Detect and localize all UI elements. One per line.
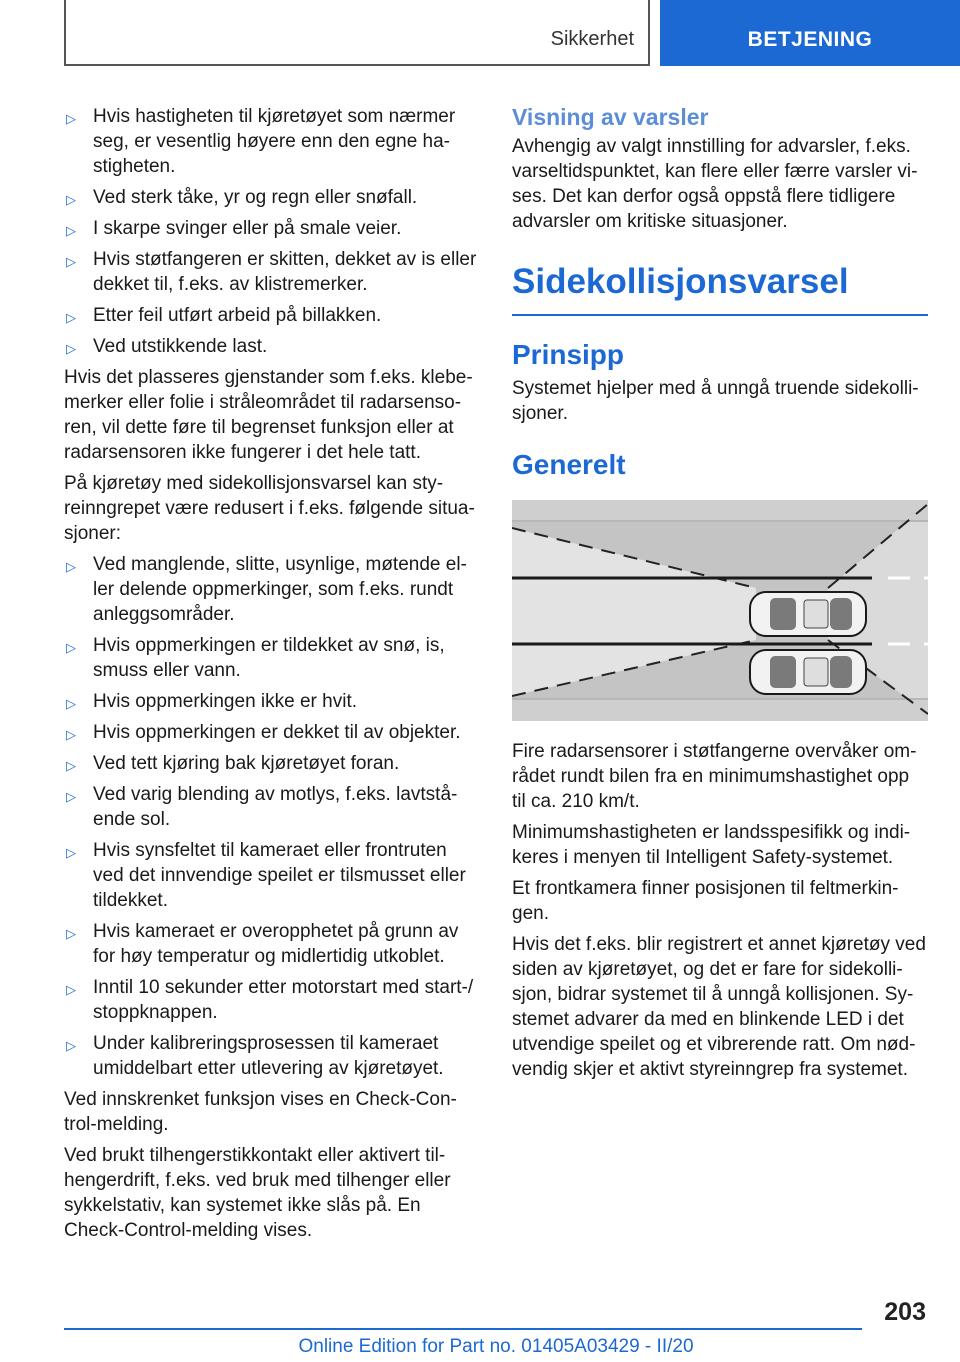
left-column (64, 104, 480, 1249)
list-item: ▷ Hvis oppmerkingen er dekket til av objekter. (64, 720, 480, 745)
footer-edition: Online Edition for Part no. 01405A03429 - II/20 (298, 1336, 694, 1357)
heading-general: Generelt (512, 449, 626, 480)
header-chapter-label: BETJENING (747, 28, 873, 51)
list-item: ▷ I skarpe svinger eller på smale veier. (64, 216, 480, 241)
subheading-warnings: Visning av varsler (512, 104, 709, 130)
bullet-list-limitations (64, 104, 480, 359)
paragraph-steering-reduced: På kjøretøy med sidekollisjonsvarsel kan sty-reinngrepet være redusert i f.eks. følgende situa-sjoner: (64, 473, 475, 544)
list-item: ▷ Hvis oppmerkingen ikke er hvit. (64, 689, 480, 714)
list-item: ▷ Etter feil utført arbeid på billakken. (64, 303, 480, 328)
list-item: ▷ Hvis kameraet er overopphetet på grunn av for høy temperatur og midlertidig utkoblet. (66, 921, 459, 967)
car-upper-icon (750, 592, 866, 636)
header-section-box (64, 0, 650, 66)
list-item: ▷ Ved utstikkende last. (64, 334, 480, 359)
section-title: Sidekollisjonsvarsel (512, 260, 928, 316)
triangle-bullet-icon: ▷ (66, 982, 76, 997)
triangle-bullet-icon: ▷ (66, 1038, 76, 1053)
list-item: ▷ Inntil 10 sekunder etter motorstart med start-/ stoppknappen. (66, 977, 474, 1023)
triangle-bullet-icon: ▷ (66, 789, 76, 804)
header-section-label: Sikkerhet (550, 28, 634, 50)
triangle-bullet-icon: ▷ (66, 727, 76, 742)
paragraph-front-camera: Et frontkamera finner posisjonen til feltmerkin-gen. (512, 878, 899, 924)
triangle-bullet-icon: ▷ (66, 758, 76, 773)
paragraph-principle: Systemet hjelper med å unngå truende sidekolli-sjoner. (512, 378, 919, 424)
car-lower-icon (750, 650, 866, 694)
list-item: ▷ Under kalibreringsprosessen til kameraet umiddelbart etter utlevering av kjøretøyet. (66, 1033, 444, 1079)
page-number: 203 (884, 1298, 926, 1326)
list-item: ▷ Ved manglende, slitte, usynlige, møtende el-ler delende oppmerkinger, som f.eks. rundt anleggsområder. (66, 554, 467, 625)
triangle-bullet-icon: ▷ (66, 111, 76, 126)
triangle-bullet-icon: ▷ (66, 696, 76, 711)
triangle-bullet-icon: ▷ (66, 845, 76, 860)
illustration-side-collision (512, 500, 928, 721)
list-item: ▷ Hvis støtfangeren er skitten, dekket av is eller dekket til, f.eks. av klistremerker. (66, 249, 477, 295)
heading-principle: Prinsipp (512, 339, 625, 370)
paragraph-trailer: Ved brukt tilhengerstikkontakt eller aktivert til-hengerdrift, f.eks. ved bruk med tilhenger eller sykkelstativ, kan systemet ikke slås på. En Check-Control-melding vises. (64, 1145, 451, 1241)
triangle-bullet-icon: ▷ (66, 223, 76, 238)
road-radar-diagram (512, 500, 928, 721)
triangle-bullet-icon: ▷ (66, 192, 76, 207)
right-column (512, 102, 928, 1088)
triangle-bullet-icon: ▷ (66, 559, 76, 574)
triangle-bullet-icon: ▷ (66, 341, 76, 356)
paragraph-collision-assist: Hvis det f.eks. blir registrert et annet kjøretøy ved siden av kjøretøyet, og det er fare for sidekolli-sjon, bidrar systemet til å unngå kollisjonen. Sy-stemet advarer da med en blinkende LED i det utvendige speilet og et vibrerende ratt. Om nød-vendig skjer et aktivt styreinngrep fra systemet. (512, 934, 926, 1080)
triangle-bullet-icon: ▷ (66, 926, 76, 941)
list-item: ▷ Ved tett kjøring bak kjøretøyet foran. (64, 751, 480, 776)
list-item: ▷ Hvis synsfeltet til kameraet eller frontruten ved det innvendige speilet er tilsmusset eller tildekket. (66, 840, 466, 911)
paragraph-check-control: Ved innskrenket funksjon vises en Check-Con-trol-melding. (64, 1089, 457, 1135)
paragraph-min-speed: Minimumshastigheten er landsspesifikk og indi-keres i menyen til Intelligent Safety-systemet. (512, 822, 911, 868)
list-item: ▷ Ved varig blending av motlys, f.eks. lavtstå-ende sol. (66, 784, 458, 830)
triangle-bullet-icon: ▷ (66, 310, 76, 325)
footer-divider (64, 1328, 862, 1330)
triangle-bullet-icon: ▷ (66, 254, 76, 269)
list-item: ▷ Hvis hastigheten til kjøretøyet som nærmer seg, er vesentlig høyere enn den egne ha-stigheten. (66, 106, 456, 177)
paragraph-radar-sensors: Fire radarsensorer i støtfangerne overvåker om-rådet rundt bilen fra en minimumshastighet opp til ca. 210 km/t. (512, 741, 917, 812)
bullet-list-steering-situations (64, 552, 480, 1081)
triangle-bullet-icon: ▷ (66, 640, 76, 655)
list-item: ▷ Hvis oppmerkingen er tildekket av snø, is, smuss eller vann. (66, 635, 445, 681)
list-item: ▷ Ved sterk tåke, yr og regn eller snøfall. (64, 185, 480, 210)
header-chapter-tab (660, 0, 960, 66)
paragraph-radar-objects: Hvis det plasseres gjenstander som f.eks. klebe-merker eller folie i stråleområdet til radarsenso-ren, vil dette føre til begrenset funksjon eller at radarsensoren ikke fungerer i det hele tatt. (64, 367, 473, 463)
paragraph-warnings: Avhengig av valgt innstilling for advarsler, f.eks. varseltidspunktet, kan flere eller færre varsler vi-ses. Det kan derfor også oppstå flere tidligere advarsler om kritiske situasjoner. (512, 136, 918, 232)
